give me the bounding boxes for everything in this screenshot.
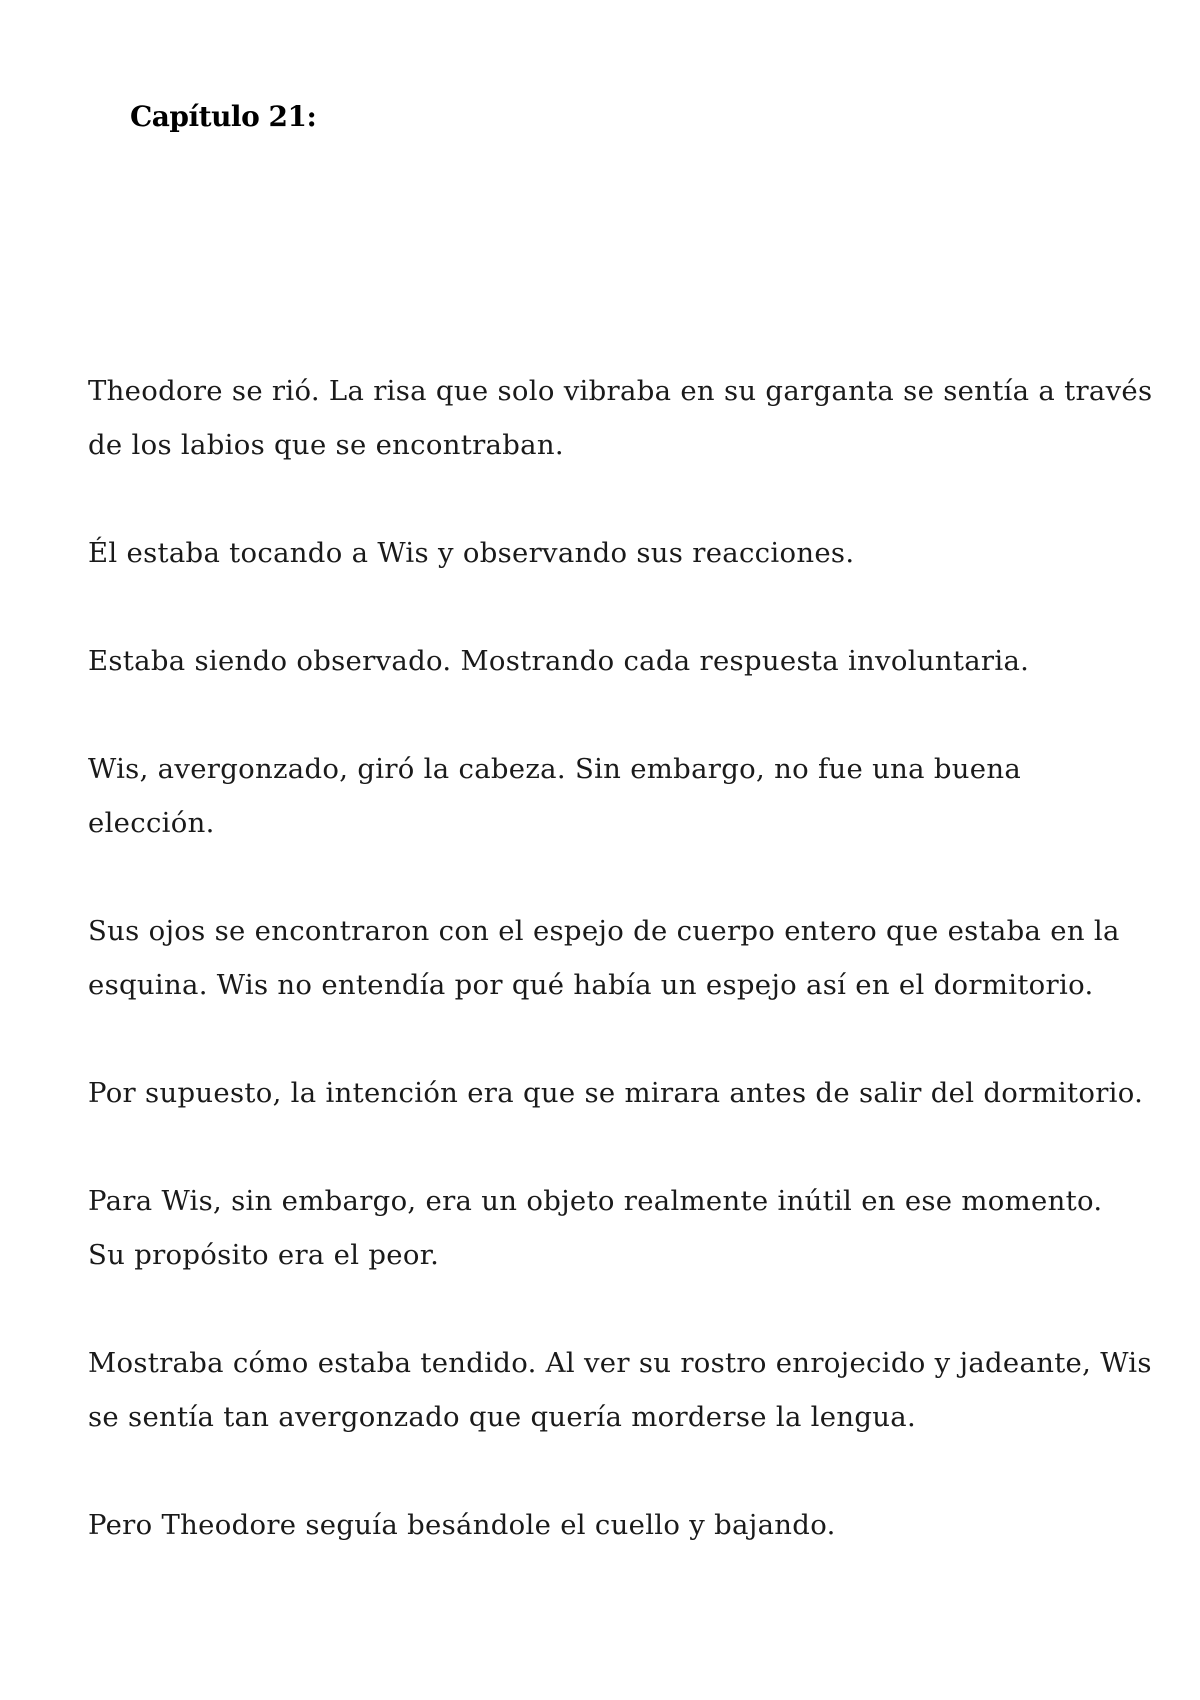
paragraph-line: Su propósito era el peor.	[88, 1239, 440, 1271]
paragraph-line: esquina. Wis no entendía por qué había un espejo así en el dormitorio.	[88, 969, 1094, 1001]
chapter-body	[88, 364, 1153, 1606]
paragraph-5	[88, 904, 1128, 1012]
paragraph-line: se sentía tan avergonzado que quería morderse la lengua.	[88, 1401, 917, 1433]
paragraph-line: de los labios que se encontraban.	[88, 429, 564, 461]
paragraph-3	[88, 634, 1128, 688]
paragraph-line: Para Wis, sin embargo, era un objeto realmente inútil en ese momento.	[88, 1185, 1103, 1217]
paragraph-line: Por supuesto, la intención era que se mirara antes de salir del dormitorio.	[88, 1077, 1144, 1109]
paragraph-line: elección.	[88, 807, 215, 839]
paragraph-line: Él estaba tocando a Wis y observando sus reacciones.	[88, 537, 855, 569]
paragraph-8	[88, 1336, 1152, 1444]
paragraph-2	[88, 526, 1128, 580]
paragraph-4	[88, 742, 1128, 850]
paragraph-9	[88, 1498, 1128, 1552]
paragraph-line: Theodore se rió. La risa que solo vibraba en su garganta se sentía a través	[88, 375, 1153, 407]
paragraph-line: Pero Theodore seguía besándole el cuello y bajando.	[88, 1509, 836, 1541]
paragraph-6	[88, 1066, 1144, 1120]
paragraph-7	[88, 1174, 1128, 1282]
paragraph-line: Sus ojos se encontraron con el espejo de cuerpo entero que estaba en la	[88, 915, 1120, 947]
chapter-title: Capítulo 21:	[130, 100, 317, 133]
paragraph-1	[88, 364, 1153, 472]
paragraph-line: Mostraba cómo estaba tendido. Al ver su rostro enrojecido y jadeante, Wis	[88, 1347, 1152, 1379]
paragraph-line: Wis, avergonzado, giró la cabeza. Sin embargo, no fue una buena	[88, 753, 1022, 785]
paragraph-line: Estaba siendo observado. Mostrando cada respuesta involuntaria.	[88, 645, 1030, 677]
